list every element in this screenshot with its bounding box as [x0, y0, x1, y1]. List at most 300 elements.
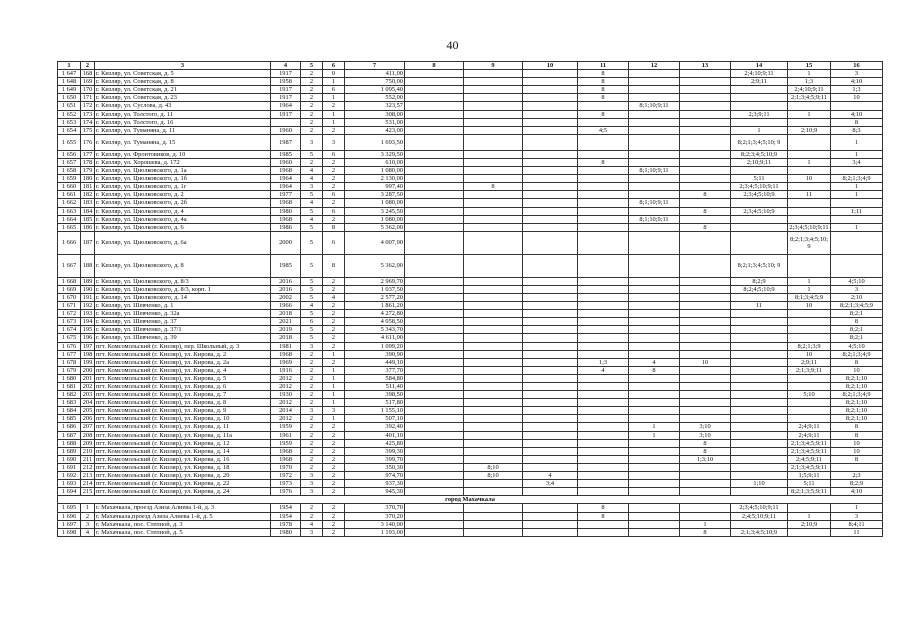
table-cell: 1 683 [58, 399, 81, 407]
table-cell [680, 86, 731, 94]
table-cell [680, 118, 731, 126]
table-cell: 196 [81, 334, 95, 342]
table-cell [629, 520, 680, 528]
table-cell: 178 [81, 158, 95, 166]
table-cell [731, 415, 788, 423]
table-cell [831, 254, 883, 277]
table-cell: 1 [629, 431, 680, 439]
table-cell: 5 [301, 326, 323, 334]
table-cell [578, 463, 629, 471]
table-cell: 1 653 [58, 118, 81, 126]
table-cell: 1 664 [58, 215, 81, 223]
table-cell [680, 318, 731, 326]
table-cell: г. Кизляр, ул. Шевченко, д. 39 [95, 334, 271, 342]
table-cell: 184 [81, 207, 95, 215]
table-cell [405, 118, 464, 126]
table-cell [464, 102, 523, 110]
table-cell [523, 366, 578, 374]
table-cell [523, 150, 578, 158]
table-cell: 1966 [271, 302, 301, 310]
table-cell: пгт. Комсомольский (г. Кизляр), ул. Кирова, д. 16 [95, 455, 271, 463]
table-cell: 1968 [271, 167, 301, 175]
table-cell [578, 134, 629, 150]
table-cell: 8;2;9 [831, 480, 883, 488]
table-cell [629, 463, 680, 471]
table-cell: 8;2;1;10 [831, 374, 883, 382]
table-cell: 11 [788, 191, 831, 199]
table-cell [629, 302, 680, 310]
table-cell [629, 528, 680, 536]
table-cell [788, 415, 831, 423]
table-cell [629, 254, 680, 277]
table-cell [464, 199, 523, 207]
table-row [58, 310, 883, 318]
table-row [58, 423, 883, 431]
table-cell [680, 407, 731, 415]
table-cell [523, 391, 578, 399]
table-cell: 2 [301, 70, 323, 78]
table-cell [405, 102, 464, 110]
table-cell: 179 [81, 167, 95, 175]
table-cell: 2 [81, 512, 95, 520]
table-cell: 2 [323, 277, 345, 285]
table-cell [405, 167, 464, 175]
table-cell: 215 [81, 488, 95, 496]
table-cell: 3 [323, 134, 345, 150]
table-cell: 2 [301, 374, 323, 382]
table-cell [578, 407, 629, 415]
table-cell [831, 167, 883, 175]
table-cell: 1 [323, 118, 345, 126]
table-cell: 2 [301, 455, 323, 463]
table-cell: 1 693,50 [345, 134, 405, 150]
table-cell [680, 167, 731, 175]
table-cell: пгт. Комсомольский (г. Кизляр), ул. Кирова, д. 6 [95, 383, 271, 391]
table-cell: 7 [345, 62, 405, 70]
table-cell [405, 488, 464, 496]
table-cell: 2 [301, 383, 323, 391]
table-cell: 8 [831, 455, 883, 463]
table-cell [523, 399, 578, 407]
table-cell: 8 [831, 118, 883, 126]
table-cell [523, 463, 578, 471]
table-cell [523, 504, 578, 512]
table-cell: 8;2;1;10 [831, 383, 883, 391]
table-cell [680, 399, 731, 407]
table-cell [578, 318, 629, 326]
table-cell [523, 158, 578, 166]
table-cell: 1 674 [58, 326, 81, 334]
table-cell: 1 649 [58, 86, 81, 94]
table-cell [731, 326, 788, 334]
table-cell [405, 86, 464, 94]
table-row [58, 383, 883, 391]
table-cell: 4 [323, 293, 345, 301]
table-cell: 1986 [271, 223, 301, 231]
table-cell: 10 [831, 439, 883, 447]
table-cell: г. Кизляр, ул. Суслова, д. 43 [95, 102, 271, 110]
table-row [58, 215, 883, 223]
table-cell: 2 [301, 366, 323, 374]
table-cell: 8 [578, 158, 629, 166]
table-cell [405, 334, 464, 342]
table-cell [523, 94, 578, 102]
table-cell [405, 326, 464, 334]
table-cell [629, 407, 680, 415]
table-cell: 177 [81, 150, 95, 158]
table-cell: 2;1;3;4;5;9;11 [788, 94, 831, 102]
table-cell [629, 231, 680, 254]
table-cell [731, 199, 788, 207]
table-cell: 2;4;10;9;11 [731, 70, 788, 78]
table-cell [523, 167, 578, 175]
table-cell: 10 [831, 94, 883, 102]
table-cell: 4 [271, 62, 301, 70]
table-cell: г. Кизляр, ул. Советская, д. 23 [95, 94, 271, 102]
table-cell: 2 [301, 358, 323, 366]
table-cell [405, 528, 464, 536]
table-cell: 2002 [271, 293, 301, 301]
table-cell [464, 94, 523, 102]
table-cell [680, 326, 731, 334]
table-cell [523, 223, 578, 231]
table-cell [731, 310, 788, 318]
table-cell: 8;2;1 [831, 326, 883, 334]
table-cell [680, 70, 731, 78]
table-row [58, 223, 883, 231]
table-cell: 1 695 [58, 504, 81, 512]
table-cell: 1 [680, 520, 731, 528]
table-cell [680, 175, 731, 183]
table-cell: 2012 [271, 383, 301, 391]
table-cell [523, 134, 578, 150]
table-cell [680, 110, 731, 118]
table-cell [629, 342, 680, 350]
table-cell [578, 383, 629, 391]
table-cell [405, 447, 464, 455]
table-cell: 4;10 [831, 110, 883, 118]
table-cell [629, 191, 680, 199]
table-cell [405, 472, 464, 480]
table-cell: 2;1;3;4;5;9;11 [788, 447, 831, 455]
table-cell: 3 [301, 183, 323, 191]
table-cell: 997,40 [345, 183, 405, 191]
table-cell: 390,90 [345, 350, 405, 358]
table-cell [629, 78, 680, 86]
table-cell [405, 455, 464, 463]
table-cell: 1 681 [58, 383, 81, 391]
table-cell [405, 407, 464, 415]
table-cell: пгт. Комсомольский (г. Кизляр), пер. Школьный, д. 3 [95, 342, 271, 350]
table-cell [578, 391, 629, 399]
table-row [58, 407, 883, 415]
table-cell [405, 350, 464, 358]
table-cell: 1917 [271, 70, 301, 78]
table-cell: 11 [831, 528, 883, 536]
table-cell [464, 70, 523, 78]
table-cell [464, 231, 523, 254]
table-cell: 2 [323, 167, 345, 175]
table-cell: 194 [81, 318, 95, 326]
table-cell: 8;2;9 [731, 277, 788, 285]
table-cell [464, 126, 523, 134]
table-cell: 9 [464, 62, 523, 70]
table-cell [680, 199, 731, 207]
table-cell: 974,70 [345, 472, 405, 480]
table-cell [523, 254, 578, 277]
table-cell [405, 223, 464, 231]
table-cell: пгт. Комсомольский (г. Кизляр), ул. Кирова, д. 4 [95, 366, 271, 374]
table-cell [731, 447, 788, 455]
table-cell [523, 285, 578, 293]
table-cell: 1;3 [831, 86, 883, 94]
table-cell: 1968 [271, 447, 301, 455]
table-cell [788, 118, 831, 126]
table-cell [578, 223, 629, 231]
table-cell [680, 366, 731, 374]
table-cell [405, 463, 464, 471]
table-row [58, 126, 883, 134]
table-cell: 370,70 [345, 504, 405, 512]
table-body [58, 62, 883, 537]
table-cell: 511,40 [345, 383, 405, 391]
table-cell: 2 [301, 512, 323, 520]
table-cell: 3;10 [680, 431, 731, 439]
table-cell: 8 [680, 207, 731, 215]
table-row [58, 504, 883, 512]
table-cell: 3 140,00 [345, 520, 405, 528]
table-cell [788, 215, 831, 223]
table-cell [578, 254, 629, 277]
table-row [58, 86, 883, 94]
table-cell: 2;1;3;9;11 [788, 366, 831, 374]
table-cell [680, 488, 731, 496]
table-cell: 1 669 [58, 285, 81, 293]
table-cell: 8;2;1;3;9 [788, 342, 831, 350]
table-cell [523, 78, 578, 86]
table-cell [680, 158, 731, 166]
table-cell [405, 366, 464, 374]
section-title: город Махачкала [58, 496, 883, 504]
table-cell: 189 [81, 277, 95, 285]
table-cell [523, 215, 578, 223]
table-cell [464, 383, 523, 391]
table-cell: 173 [81, 110, 95, 118]
table-cell: 1959 [271, 423, 301, 431]
table-cell [578, 423, 629, 431]
table-cell: 4;5;10 [831, 342, 883, 350]
table-cell: 6 [323, 191, 345, 199]
table-cell [464, 310, 523, 318]
table-cell [523, 207, 578, 215]
table-cell: 1 [788, 110, 831, 118]
table-row [58, 102, 883, 110]
table-cell: 2 [323, 326, 345, 334]
table-row [58, 415, 883, 423]
table-cell: 6 [323, 150, 345, 158]
table-cell: г. Кизляр, ул. Туманяна, д. 15 [95, 134, 271, 150]
table-cell: 5 [301, 207, 323, 215]
table-cell: 8 [831, 318, 883, 326]
table-cell [629, 183, 680, 191]
table-cell: 1 656 [58, 150, 81, 158]
table-cell: 3 [81, 520, 95, 528]
table-cell: 10 [680, 358, 731, 366]
table-cell: 2;10;9;11 [731, 158, 788, 166]
table-cell: 197 [81, 342, 95, 350]
table-cell: 2;4;5;9;11 [788, 455, 831, 463]
table-cell: 1 099,20 [345, 342, 405, 350]
table-cell: 1954 [271, 512, 301, 520]
table-cell [629, 472, 680, 480]
table-cell [578, 102, 629, 110]
table-cell: 1 686 [58, 423, 81, 431]
table-cell: 1 [831, 183, 883, 191]
table-cell: 4 [301, 302, 323, 310]
table-cell: 1 095,40 [345, 86, 405, 94]
table-cell: 175 [81, 126, 95, 134]
table-cell [464, 134, 523, 150]
table-cell: 8 [680, 439, 731, 447]
table-cell: 1 [323, 415, 345, 423]
table-cell: 8 [831, 423, 883, 431]
table-row [58, 118, 883, 126]
table-cell [731, 342, 788, 350]
table-cell [405, 150, 464, 158]
table-cell: 1 698 [58, 528, 81, 536]
table-row [58, 342, 883, 350]
table-cell [405, 504, 464, 512]
table-cell: 2 [323, 102, 345, 110]
table-row [58, 199, 883, 207]
table-cell [405, 391, 464, 399]
table-row [58, 374, 883, 382]
table-cell [788, 254, 831, 277]
table-cell: 8 [464, 183, 523, 191]
table-cell: 4;10 [831, 488, 883, 496]
table-cell: пгт. Комсомольский (г. Кизляр), ул. Кирова, д. 22 [95, 480, 271, 488]
table-cell: 1985 [271, 254, 301, 277]
table-cell [731, 520, 788, 528]
table-cell: 8;10 [464, 463, 523, 471]
table-cell: пгт. Комсомольский (г. Кизляр), ул. Кирова, д. 7 [95, 391, 271, 399]
table-cell: г. Кизляр, ул. Фронтовиков, д. 10 [95, 150, 271, 158]
table-cell [680, 126, 731, 134]
table-cell: 507,10 [345, 415, 405, 423]
table-cell: 1968 [271, 455, 301, 463]
table-cell: г. Кизляр, ул. Советская, д. 5 [95, 70, 271, 78]
table-cell: 1 155,10 [345, 407, 405, 415]
table-cell: 3 287,50 [345, 191, 405, 199]
table-cell: г. Кизляр, ул. Советская, д. 21 [95, 86, 271, 94]
table-cell: 187 [81, 231, 95, 254]
table-cell: 4 058,50 [345, 318, 405, 326]
table-row [58, 472, 883, 480]
table-cell: 1;5;9;11 [788, 472, 831, 480]
table-cell: 8;1;10;9;11 [629, 102, 680, 110]
table-row [58, 358, 883, 366]
table-cell: 1976 [271, 488, 301, 496]
table-cell: 1972 [271, 472, 301, 480]
table-cell [578, 374, 629, 382]
table-cell: 214 [81, 480, 95, 488]
table-cell: 1 661 [58, 191, 81, 199]
table-cell: 0 [323, 70, 345, 78]
table-cell [405, 175, 464, 183]
table-cell: 193 [81, 310, 95, 318]
table-cell: г. Кизляр, ул. Туманяна, д. 11 [95, 126, 271, 134]
table-cell: пгт. Комсомольский (г. Кизляр), ул. Кирова, д. 12 [95, 439, 271, 447]
table-row [58, 366, 883, 374]
table-cell: 4 [301, 175, 323, 183]
table-cell: г. Кизляр, ул. Циолковского, д. 2 [95, 191, 271, 199]
table-cell: 2 [323, 183, 345, 191]
table-cell [464, 423, 523, 431]
table-cell: 1 [81, 504, 95, 512]
table-cell: 170 [81, 86, 95, 94]
table-cell [788, 374, 831, 382]
table-cell [523, 231, 578, 254]
table-cell [578, 199, 629, 207]
table-cell [731, 439, 788, 447]
table-cell: 2012 [271, 415, 301, 423]
table-cell: 945,30 [345, 488, 405, 496]
table-cell [629, 223, 680, 231]
table-row [58, 447, 883, 455]
table-cell: 8;10 [464, 472, 523, 480]
table-row [58, 399, 883, 407]
table-row [58, 302, 883, 310]
table-cell [578, 207, 629, 215]
table-cell: 1917 [271, 94, 301, 102]
table-cell [405, 520, 464, 528]
table-cell [680, 277, 731, 285]
table-cell: 1 671 [58, 302, 81, 310]
table-cell: 5;10 [788, 391, 831, 399]
table-cell: 8 [831, 358, 883, 366]
table-cell: 2 [323, 358, 345, 366]
table-cell [578, 231, 629, 254]
table-cell: 8;2;1;3;4;5;9 [831, 302, 883, 310]
table-cell: 14 [731, 62, 788, 70]
table-cell [680, 150, 731, 158]
table-cell: 1 685 [58, 415, 81, 423]
table-cell [464, 207, 523, 215]
table-cell: пгт. Комсомольский (г. Кизляр), ул. Кирова, д. 24 [95, 488, 271, 496]
table-cell [731, 318, 788, 326]
table-cell: 8 [578, 110, 629, 118]
table-cell [788, 167, 831, 175]
table-cell: 1 [788, 277, 831, 285]
table-cell [788, 504, 831, 512]
table-cell: 1 673 [58, 318, 81, 326]
table-cell: 3 [301, 480, 323, 488]
table-cell: 1977 [271, 191, 301, 199]
table-cell: 8;2;4;5;10;9 [731, 285, 788, 293]
table-row [58, 70, 883, 78]
table-cell: 4 [629, 358, 680, 366]
table-cell: 3 [831, 512, 883, 520]
table-cell [629, 455, 680, 463]
table-cell: г. Кизляр, ул. Толстого, д. 16 [95, 118, 271, 126]
table-cell: 10 [831, 447, 883, 455]
table-cell [680, 285, 731, 293]
table-cell: 3 [301, 407, 323, 415]
table-cell: 1 693 [58, 480, 81, 488]
table-cell: пгт. Комсомольский (г. Кизляр), ул. Кирова, д. 5 [95, 374, 271, 382]
table-cell [788, 183, 831, 191]
table-cell [464, 391, 523, 399]
